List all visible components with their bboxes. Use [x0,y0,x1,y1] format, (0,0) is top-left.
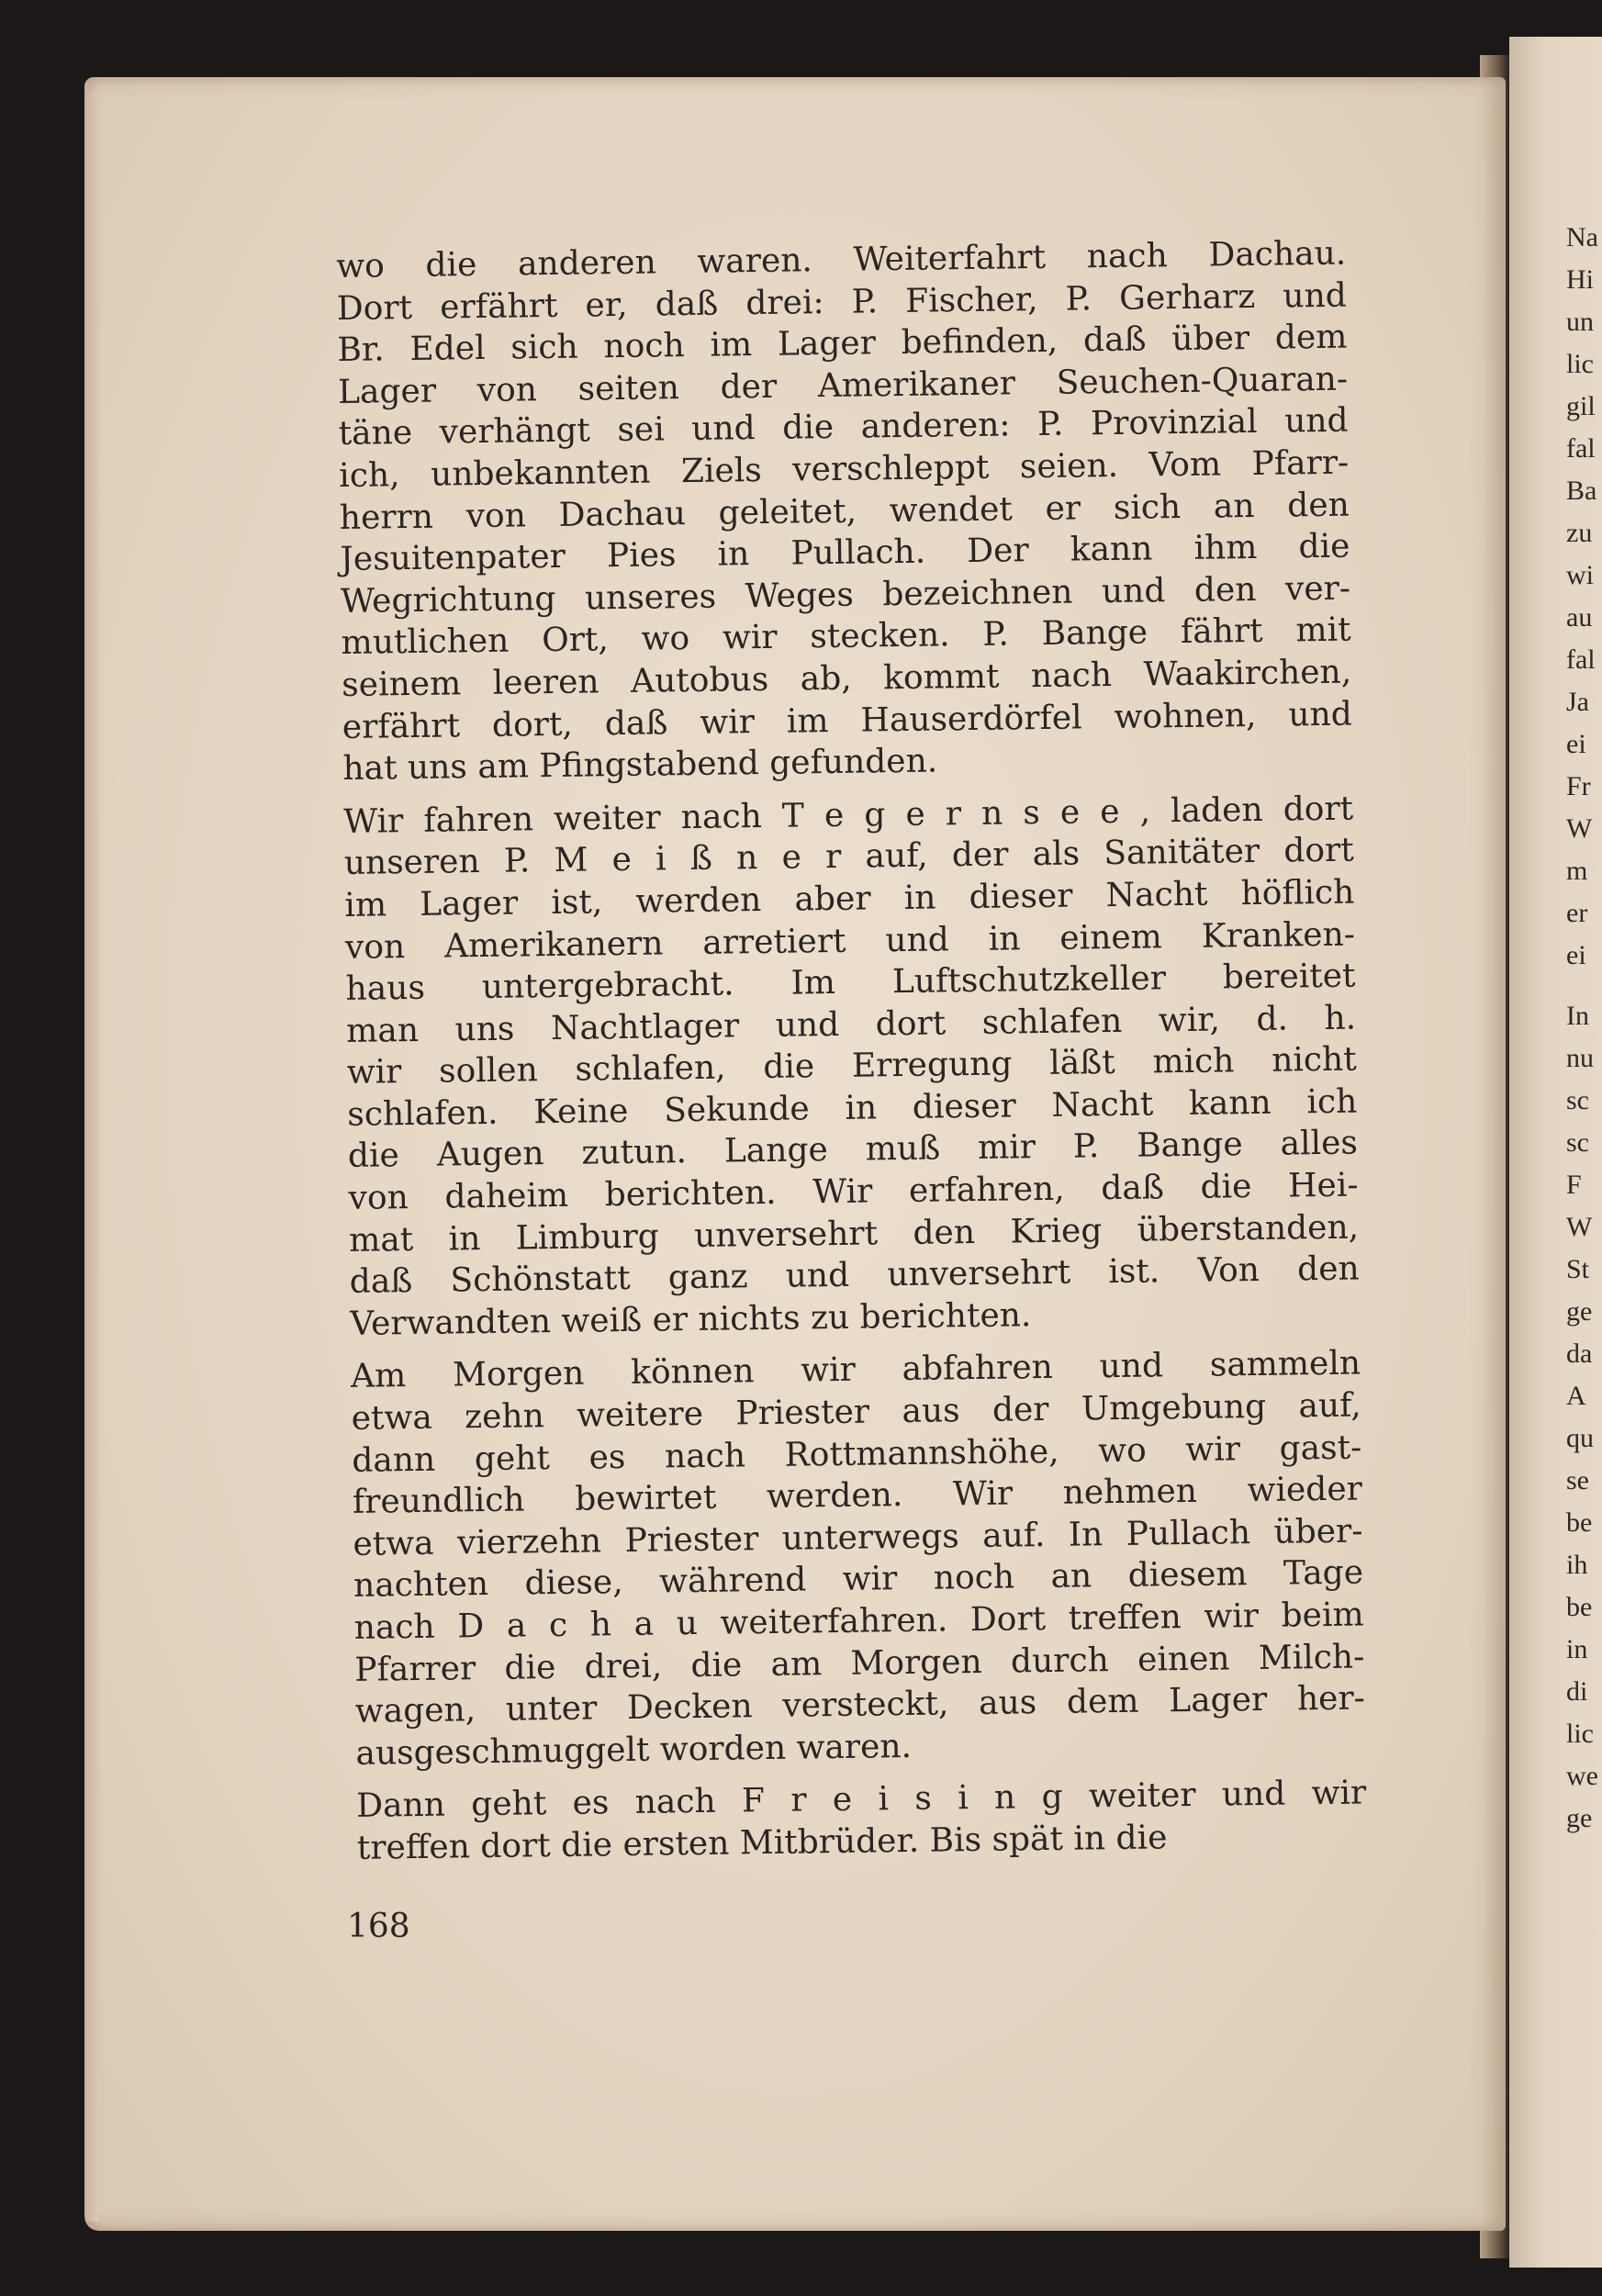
facing-page-fragment: Hi [1566,264,1594,295]
facing-page-fragment: qu [1566,1423,1594,1453]
facing-page-fragment: ei [1566,940,1586,970]
facing-page-fragment: W [1566,1212,1593,1242]
facing-page-text-fragments [1566,217,1602,1840]
text-line: Pfarrer die drei, die am Morgen durch einen Milch- [354,1638,1365,1689]
facing-page-fragment: St [1566,1254,1590,1284]
text-line: Wegrichtung unseres Weges bezeichnen und den ver- [340,569,1351,621]
facing-page-fragment: in [1566,1634,1588,1664]
text-line: herrn von Dachau geleitet, wendet er sich an den [339,486,1350,537]
text-line: ausgeschmuggelt worden waren. [355,1727,913,1773]
facing-page-fragment: Fr [1566,771,1591,801]
text-line: etwa zehn weitere Priester aus der Umgebung auf, [351,1386,1361,1438]
facing-page-fragment: we [1566,1761,1598,1791]
body-text [336,233,1367,1870]
text-line: täne verhängt sei und die anderen: P. Provinzial und [338,401,1349,454]
text-line: Jesuitenpater Pies in Pullach. Der kann ihm die [340,527,1350,579]
facing-page-fragment: ge [1566,1803,1593,1833]
facing-page-fragment: sc [1566,1127,1589,1158]
text-line: Dann geht es nach F r e i s i n g weiter und wir [355,1774,1367,1826]
facing-page-fragment: zu [1566,518,1593,548]
text-line: von daheim berichten. Wir erfahren, daß die Hei- [348,1166,1359,1217]
text-line: Wir fahren weiter nach T e g e r n s e e , laden dort [342,790,1354,841]
facing-page-fragment: Na [1566,222,1598,252]
facing-page-fragment: er [1566,898,1588,928]
text-line: wir sollen schlafen, die Erregung läßt mich nicht [346,1040,1357,1092]
text-line: Lager von seiten der Amerikaner Seuchen-Quaran- [337,360,1349,411]
facing-page-fragment: ih [1566,1550,1588,1580]
text-line: mutlichen Ort, wo wir stecken. P. Bange fährt mit [341,610,1351,663]
text-line: wagen, unter Decken versteckt, aus dem Lager her- [354,1679,1366,1731]
paragraph [336,233,1353,790]
facing-page-fragment: ge [1566,1296,1593,1327]
text-line: nach D a c h a u weiterfahren. Dort treffen wir beim [353,1596,1364,1647]
facing-page-fragment: ei [1566,729,1586,759]
facing-page-fragment: se [1566,1465,1589,1495]
paragraph [356,1773,1367,1870]
text-line: mat in Limburg unversehrt den Krieg überstanden, [348,1208,1360,1260]
text-line: man uns Nachtlager und dort schlafen wir, d. h. [345,999,1357,1050]
page-number: 168 [347,1908,410,1945]
facing-page-fragment: Ja [1566,687,1589,717]
text-line: seinem leeren Autobus ab, kommt nach Waakirchen, [341,653,1352,704]
text-line: ich, unbekannten Ziels verschleppt seien. Vom Pfarr- [339,443,1350,495]
text-line: wo die anderen waren. Weiterfahrt nach Dachau. [336,234,1347,286]
facing-page-fragment: au [1566,602,1593,633]
paragraph [351,1343,1366,1775]
text-line: Dort erfährt er, daß drei: P. Fischer, P. Gerharz und [336,276,1348,328]
text-line: im Lager ist, werden aber in dieser Nacht höflich [344,873,1355,924]
paragraph [343,788,1361,1345]
facing-page-fragment: wi [1566,560,1594,590]
text-line: erfährt dort, daß wir im Hauserdörfel wohnen, und [342,695,1353,746]
facing-page-fragment: gil [1566,391,1596,421]
facing-page-fragment: fal [1566,433,1596,464]
text-line: nachten diese, während wir noch an diesem Tage [353,1553,1364,1606]
facing-page-fragment: da [1566,1338,1593,1369]
facing-page-fragment: lic [1566,349,1594,379]
facing-page-fragment: Ba [1566,476,1597,506]
text-line: die Augen zutun. Lange muß mir P. Bange alles [347,1124,1359,1176]
facing-page-fragment: lic [1566,1719,1594,1749]
page-edge [84,92,99,2222]
text-line: hat uns am Pfingstabend gefunden. [342,742,938,789]
text-line: treffen dort die ersten Mitbrüder. Bis spät in die [356,1819,1168,1867]
facing-page-fragment: W [1566,813,1593,844]
text-line: schlafen. Keine Sekunde in dieser Nacht kann ich [347,1082,1358,1134]
text-line: Am Morgen können wir abfahren und sammeln [350,1344,1361,1396]
facing-page-fragment: A [1566,1381,1586,1411]
facing-page-fragment: nu [1566,1043,1594,1073]
facing-page-fragment: m [1566,856,1588,886]
facing-page-fragment: un [1566,307,1594,337]
facing-page-fragment: be [1566,1507,1593,1538]
facing-page-fragment: be [1566,1592,1593,1622]
facing-page-fragment: sc [1566,1085,1589,1115]
text-line: dann geht es nach Rottmannshöhe, wo wir gast- [352,1428,1362,1480]
facing-page-fragment: fal [1566,644,1596,675]
facing-page-fragment: F [1566,1170,1582,1200]
text-line: daß Schönstatt ganz und unversehrt ist. Von den [349,1249,1360,1302]
facing-page-fragment: di [1566,1676,1588,1707]
text-line: Br. Edel sich noch im Lager befinden, daß über dem [337,318,1348,370]
text-line: freundlich bewirtet werden. Wir nehmen wieder [352,1470,1363,1522]
text-line: etwa vierzehn Priester unterwegs auf. In Pullach über- [353,1512,1363,1563]
text-line: unseren P. M e i ß n e r auf, der als Sanitäter dort [343,831,1354,883]
text-line: Verwandten weiß er nichts zu berichten. [350,1296,1032,1343]
facing-page-fragment: In [1566,1001,1589,1031]
text-line: von Amerikanern arretiert und in einem Kranken- [344,915,1356,967]
text-line: haus untergebracht. Im Luftschutzkeller bereitet [345,957,1356,1009]
